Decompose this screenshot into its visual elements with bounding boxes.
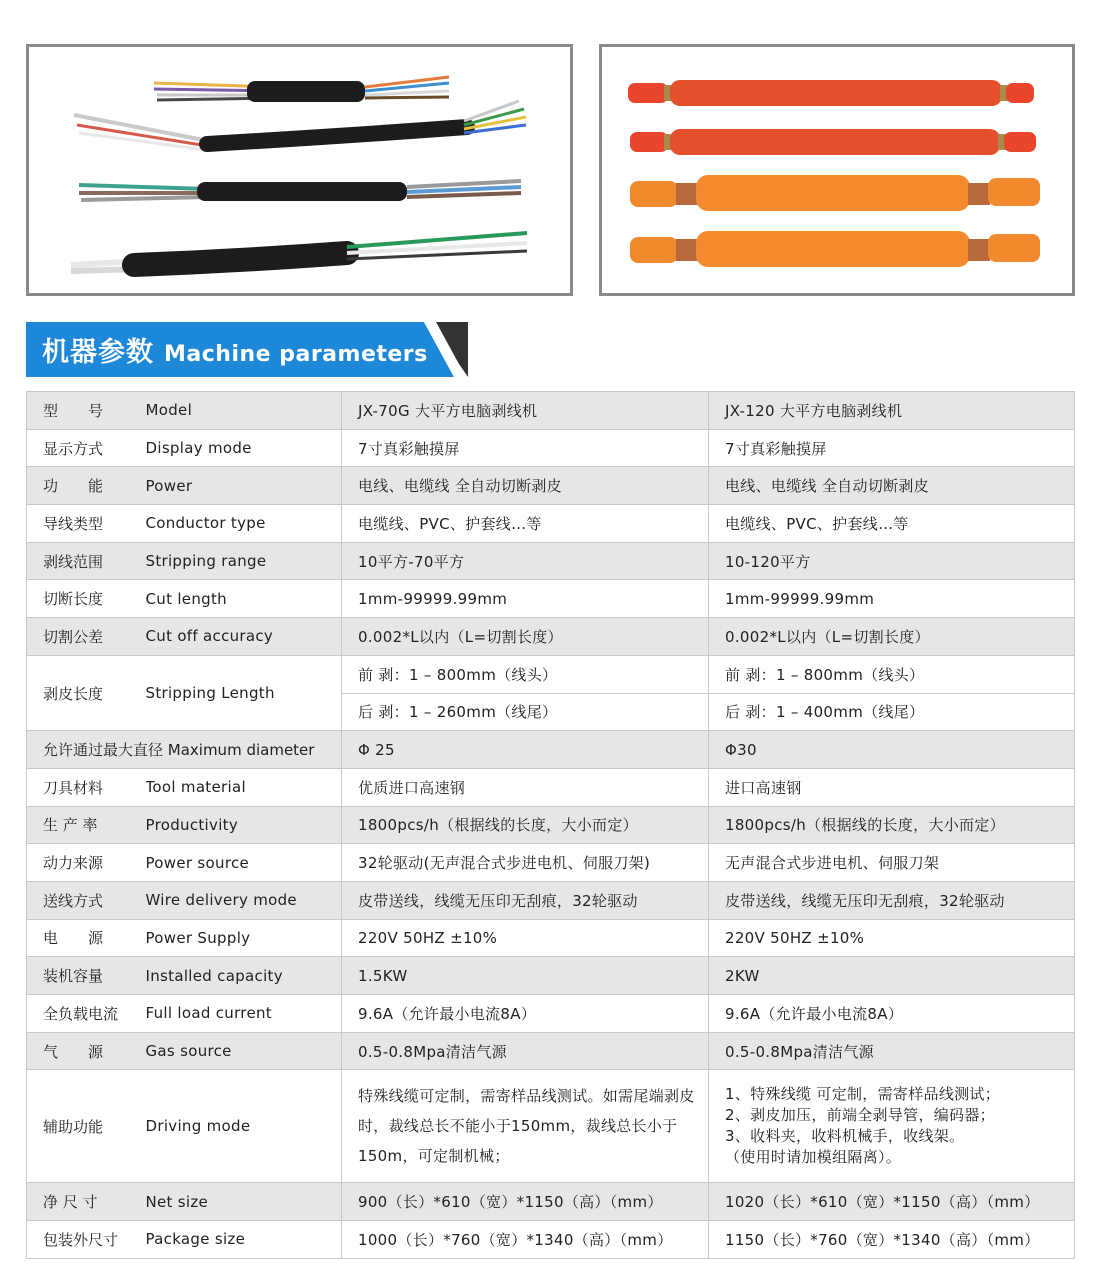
table-row: [27, 768, 1075, 806]
value-jx70g: 电缆线、PVC、护套线…等: [342, 505, 709, 543]
table-row: [27, 1183, 1075, 1221]
value-jx120-back: 后 剥：1 – 400mm（线尾）: [709, 693, 1075, 731]
table-row: [27, 580, 1075, 618]
param-label-en: Wire delivery mode: [146, 881, 342, 919]
param-label: 允许通过最大直径 Maximum diameter: [27, 731, 342, 769]
param-label-en: Cut length: [146, 580, 342, 618]
param-label-cn: 装机容量: [27, 957, 146, 995]
value-jx70g: Φ 25: [342, 731, 709, 769]
param-label-en: Model: [146, 392, 342, 430]
value-jx120: 1150（长）*760（宽）*1340（高）（mm）: [709, 1221, 1075, 1259]
table-row: [27, 392, 1075, 430]
value-jx70g: 1.5KW: [342, 957, 709, 995]
cable-photo-right: [599, 44, 1075, 296]
table-row: [27, 957, 1075, 995]
param-label-cn: 导线类型: [27, 505, 146, 543]
value-jx120: 7寸真彩触摸屏: [709, 429, 1075, 467]
value-jx120: 电线、电缆线 全自动切断剥皮: [709, 467, 1075, 505]
cable-4: [71, 233, 527, 271]
value-jx120: 0.002*L以内（L=切割长度）: [709, 618, 1075, 656]
cable-2: [74, 101, 526, 151]
param-label-cn: 气 源: [27, 1032, 146, 1070]
param-label-cn: 电 源: [27, 919, 146, 957]
param-label-en: Power: [146, 467, 342, 505]
value-jx70g: 7寸真彩触摸屏: [342, 429, 709, 467]
value-jx120: 1020（长）*610（宽）*1150（高）（mm）: [709, 1183, 1075, 1221]
value-jx120: 0.5-0.8Mpa清洁气源: [709, 1032, 1075, 1070]
table-row: [27, 806, 1075, 844]
value-jx70g: 900（长）*610（宽）*1150（高）（mm）: [342, 1183, 709, 1221]
param-label-cn: 刀具材料: [27, 768, 146, 806]
table-row: [27, 505, 1075, 543]
value-jx120: 皮带送线，线缆无压印无刮痕，32轮驱动: [709, 881, 1075, 919]
param-label-cn: 剥皮长度: [27, 655, 146, 730]
table-row: [27, 618, 1075, 656]
black-cables-illustration: [29, 47, 570, 293]
section-banner: [26, 322, 468, 377]
table-row: [27, 429, 1075, 467]
value-jx120: Φ30: [709, 731, 1075, 769]
param-label-en: Conductor type: [146, 505, 342, 543]
param-label-en: Stripping range: [146, 542, 342, 580]
table-row: [27, 655, 1075, 693]
param-label-cn: 送线方式: [27, 881, 146, 919]
param-label-en: Power Supply: [146, 919, 342, 957]
banner-title: [42, 330, 428, 369]
orange-cable-1: [630, 175, 1040, 211]
value-jx70g: JX-70G 大平方电脑剥线机: [342, 392, 709, 430]
param-label-cn: 生 产 率: [27, 806, 146, 844]
param-label-en: Full load current: [146, 995, 342, 1033]
param-label-cn: 净 尺 寸: [27, 1183, 146, 1221]
value-jx70g: 1800pcs/h（根据线的长度，大小而定）: [342, 806, 709, 844]
red-cable-2: [630, 129, 1036, 155]
param-label-en: Power source: [146, 844, 342, 882]
table-row: [27, 844, 1075, 882]
value-jx70g: 电线、电缆线 全自动切断剥皮: [342, 467, 709, 505]
value-jx70g-back: 后 剥：1 – 260mm（线尾）: [342, 693, 709, 731]
value-jx120: JX-120 大平方电脑剥线机: [709, 392, 1075, 430]
value-jx70g: 1000（长）*760（宽）*1340（高）（mm）: [342, 1221, 709, 1259]
param-label-en: Gas source: [146, 1032, 342, 1070]
param-label-en: Net size: [146, 1183, 342, 1221]
table-row: [27, 542, 1075, 580]
param-label-cn: 切割公差: [27, 618, 146, 656]
value-jx120: 1mm-99999.99mm: [709, 580, 1075, 618]
table-row: [27, 919, 1075, 957]
param-label-cn: 动力来源: [27, 844, 146, 882]
value-jx120-front: 前 剥：1 – 800mm（线头）: [709, 655, 1075, 693]
cable-1: [154, 77, 449, 102]
table-row: [27, 1032, 1075, 1070]
table-row: [27, 881, 1075, 919]
table-row: [27, 1221, 1075, 1259]
table-row: [27, 731, 1075, 769]
param-label-cn: 功 能: [27, 467, 146, 505]
value-jx70g: 9.6A（允许最小电流8A）: [342, 995, 709, 1033]
red-cable-1: [628, 80, 1034, 106]
param-label-en: Package size: [146, 1221, 342, 1259]
value-jx70g: 220V 50HZ ±10%: [342, 919, 709, 957]
value-jx120: 2KW: [709, 957, 1075, 995]
value-jx70g: 优质进口高速钢: [342, 768, 709, 806]
cable-3: [79, 181, 521, 201]
param-label-cn: 包装外尺寸: [27, 1221, 146, 1259]
orange-cable-2: [630, 231, 1040, 267]
param-label-cn: 全负载电流: [27, 995, 146, 1033]
value-jx120: 220V 50HZ ±10%: [709, 919, 1075, 957]
value-jx120: 10-120平方: [709, 542, 1075, 580]
param-label-cn: 型 号: [27, 392, 146, 430]
value-jx70g: 皮带送线，线缆无压印无刮痕，32轮驱动: [342, 881, 709, 919]
value-jx120: 1800pcs/h（根据线的长度，大小而定）: [709, 806, 1075, 844]
value-jx70g-front: 前 剥：1 – 800mm（线头）: [342, 655, 709, 693]
value-jx120: 1、特殊线缆 可定制，需寄样品线测试； 2、剥皮加压，前端全剥导管，编码器； 3、收料夹，收料机械手，收线架。 （使用时请加模组隔离）。: [709, 1070, 1075, 1183]
value-jx120: 电缆线、PVC、护套线…等: [709, 505, 1075, 543]
value-jx120: 进口高速钢: [709, 768, 1075, 806]
orange-cables-illustration: [602, 47, 1072, 293]
value-jx70g: 特殊线缆可定制，需寄样品线测试。如需尾端剥皮时，裁线总长不能小于150mm，裁线总长小于150m，可定制机械；: [342, 1070, 709, 1183]
param-label-en: Installed capacity: [146, 957, 342, 995]
value-jx70g: 10平方-70平方: [342, 542, 709, 580]
table-row: [27, 995, 1075, 1033]
value-jx70g: 0.002*L以内（L=切割长度）: [342, 618, 709, 656]
param-label-cn: 切断长度: [27, 580, 146, 618]
param-label-en: Stripping Length: [146, 655, 342, 730]
param-label-cn: 显示方式: [27, 429, 146, 467]
table-row: [27, 467, 1075, 505]
param-label-en: Cut off accuracy: [146, 618, 342, 656]
banner-title-en: Machine parameters: [164, 342, 428, 367]
param-label-en: Display mode: [146, 429, 342, 467]
param-label-cn: 辅助功能: [27, 1070, 146, 1183]
parameters-table: [26, 391, 1075, 1259]
param-label-en: Driving mode: [146, 1070, 342, 1183]
table-row: [27, 1070, 1075, 1183]
banner-title-cn: 机器参数: [42, 337, 154, 368]
value-jx120: 无声混合式步进电机、伺服刀架: [709, 844, 1075, 882]
value-jx70g: 32轮驱动(无声混合式步进电机、伺服刀架): [342, 844, 709, 882]
value-jx120: 9.6A（允许最小电流8A）: [709, 995, 1075, 1033]
value-jx70g: 0.5-0.8Mpa清洁气源: [342, 1032, 709, 1070]
cable-photo-left: [26, 44, 573, 296]
param-label-en: Tool material: [146, 768, 342, 806]
value-jx70g: 1mm-99999.99mm: [342, 580, 709, 618]
param-label-cn: 剥线范围: [27, 542, 146, 580]
param-label-en: Productivity: [146, 806, 342, 844]
